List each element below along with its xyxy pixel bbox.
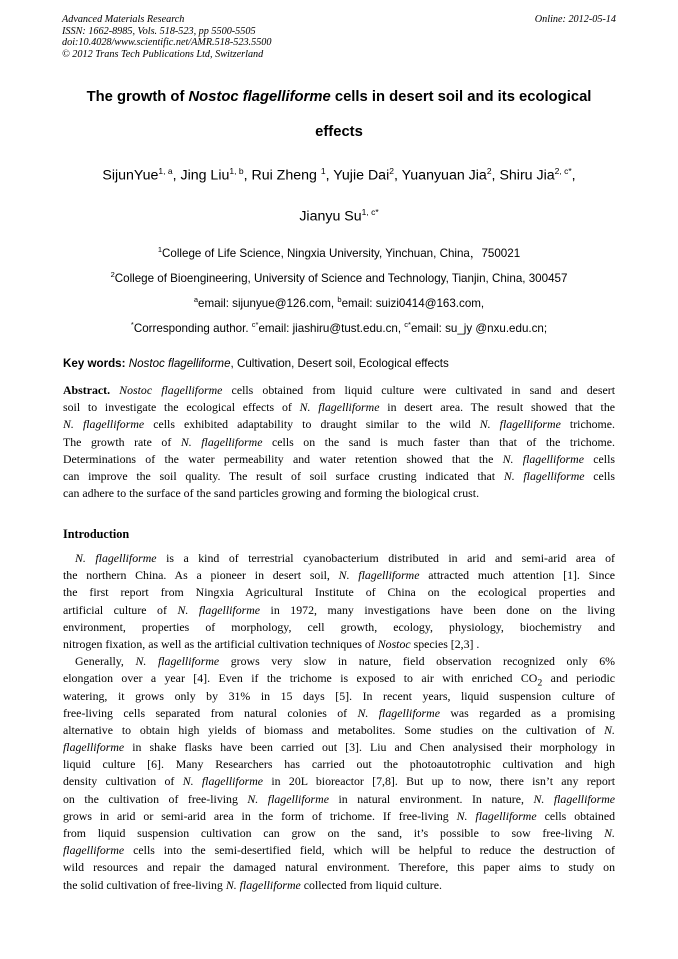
abstract	[63, 382, 615, 502]
journal-header	[62, 14, 616, 60]
journal-doi: doi:10.4028/www.scientific.net/AMR.518-523.5500	[62, 37, 272, 48]
abstract-line: soil to investigate the ecological effects of N. flagelliforme in desert area. The result showed that the	[63, 400, 615, 415]
paper-title-line-1	[40, 89, 638, 105]
author-list-line-2	[40, 207, 638, 225]
author-emails: $^a$email: sijunyue@126.com, $^b$email: suizi0414@163.com,	[193, 295, 485, 310]
intro-line: from liquid suspension cultivation can grow on the sand, it’s possible to sow free-living N.	[63, 826, 615, 840]
abstract-label: Abstract.	[63, 383, 111, 397]
author-name: Jing Liu	[180, 167, 230, 184]
title-text: The growth of	[86, 89, 189, 105]
introduction-body	[63, 550, 615, 894]
journal-name: Advanced Materials Research	[62, 14, 185, 25]
abstract-line: Abstract. Nostoc flagelliforme cells obtained from liquid culture were cultivated in sand and desert	[63, 383, 615, 397]
title-text: cells in desert soil and its ecological	[330, 89, 592, 105]
abstract-line: can improve the soil quality. The result of soil surface crusting indicated that N. flagelliforme cells	[63, 468, 615, 483]
keywords-label: Key words:	[63, 357, 126, 370]
intro-line: on the cultivation of free-living N. flagelliforme in natural environment. In nature, N. flagelliforme	[63, 791, 616, 806]
journal-copyright: © 2012 Trans Tech Publications Ltd, Switzerland	[62, 48, 264, 60]
author-affil-mark: 2	[486, 166, 492, 176]
intro-line: the solid cultivation of free-living N. flagelliforme collected from liquid culture.	[63, 877, 442, 892]
affiliation-2: $^2$College of Bioengineering, University of Science and Technology, Tianjin, China, 300457	[110, 270, 568, 285]
intro-line: Generally, N. flagelliforme grows very slow in nature, field observation recognized only 6%	[75, 654, 615, 669]
paper-title-line-2: effects	[315, 124, 363, 140]
journal-issn: ISSN: 1662-8985, Vols. 518-523, pp 5500-5505	[62, 25, 256, 37]
author-name: Yuanyuan Jia	[401, 167, 487, 184]
corresponding-author: *Corresponding author. $^{c*}$email: jiashiru@tust.edu.cn, $^{c*}$email: su_jy @nxu.edu.cn;	[130, 320, 548, 335]
keywords: Key words: Nostoc flagelliforme, Cultivation, Desert soil, Ecological effects	[63, 357, 449, 370]
intro-line: density cultivation of N. flagelliforme in 20L bioreactor [7,8]. But up to now, there isn’t any report	[63, 774, 615, 789]
intro-line: grows in arid or semi-arid area in the form of trichome. If free-living N. flagelliforme cells obtained	[63, 808, 615, 823]
author-affil-mark: 1	[320, 166, 326, 176]
abstract-line: N. flagelliforme cells exhibited adaptability to draught similar to the wild N. flagelliforme trichome.	[63, 417, 615, 432]
intro-line: flagelliforme in shake flasks have been carried out [3]. Liu and Chen analysised their morphology in	[63, 740, 615, 755]
author-affil-mark: 1, b	[229, 166, 244, 176]
intro-line: environment, properties of morphology, cell growth, ecology, physiology, biochemistry and	[63, 619, 615, 634]
intro-line: liquid culture [6]. Many Researchers has carried out the photoautotrophic cultivation and high	[63, 757, 615, 772]
author-affil-mark: 2	[389, 166, 394, 176]
author-affil-mark: 2, c*	[554, 166, 572, 176]
author-name: Yujie Dai	[333, 167, 390, 184]
intro-line: the first report from Ningxia Agricultural Institute of China on the ecological properties and	[63, 585, 615, 600]
intro-line: free-living cells separated from natural colonies of N. flagelliforme was regarded as a promising	[63, 705, 615, 720]
author-name: Shiru Jia	[499, 167, 555, 184]
intro-line: the northern China. As a pioneer in desert soil, N. flagelliforme attracted much attention [1]. Since	[63, 568, 615, 583]
intro-line: artificial culture of N. flagelliforme in 1972, many investigations have been done on the living	[63, 602, 615, 617]
abstract-line: can adhere to the surface of the sand particles growing and forming the biological crust.	[63, 486, 480, 501]
intro-line: wild resources and repair the damaged natural environment. Therefore, this paper aims to study on	[63, 860, 615, 875]
abstract-line: The growth rate of N. flagelliforme cells on the sand is much faster than that of the trichome.	[63, 434, 615, 449]
author-name: Rui Zheng	[251, 167, 321, 184]
intro-line: flagelliforme cells into the semi-desertified field, which will be helpful to reduce the destruction of	[63, 843, 615, 858]
intro-line: nitrogen fixation, as well as the artificial cultivation techniques of Nostoc species [2,3] .	[63, 636, 480, 651]
section-heading-introduction: Introduction	[63, 527, 130, 541]
affiliation-1: $^1$College of Life Science, Ningxia University, Yinchuan, China，750021	[157, 245, 521, 260]
abstract-line: Determinations of the water permeability and water retention showed that the N. flagelliforme cells	[63, 451, 615, 466]
author-list: SijunYue$^{1, a}$, Jing Liu$^{1, b}$, Rui Zheng $^1$, Yujie Dai$^2$, Yuanyuan Jia$^2$, Shiru Jia$^{2, c*}$,	[102, 166, 576, 184]
author-name: SijunYue	[102, 167, 159, 184]
intro-line: watering, it grows only by 31% in 15 days [5]. In recent years, liquid suspension culture of	[63, 688, 615, 703]
intro-line: N. flagelliforme is a kind of terrestrial cyanobacterium distributed in arid and semi-arid area of	[75, 551, 615, 565]
online-date: Online: 2012-05-14	[534, 14, 616, 25]
title-species: Nostoc flagelliforme	[188, 89, 331, 105]
intro-line: elongation over a year [4]. Even if the trichome is exposed to air with enriched $CO_2$ and periodic	[63, 671, 615, 689]
author-name: Jianyu Su	[299, 208, 362, 225]
intro-line: alternative to obtain high yields of biomass and metabolites. Some studies on the cultivation of N.	[63, 722, 615, 737]
author-affil-mark: 1, a	[158, 166, 173, 176]
author-affil-mark: 1, c*	[361, 207, 379, 217]
